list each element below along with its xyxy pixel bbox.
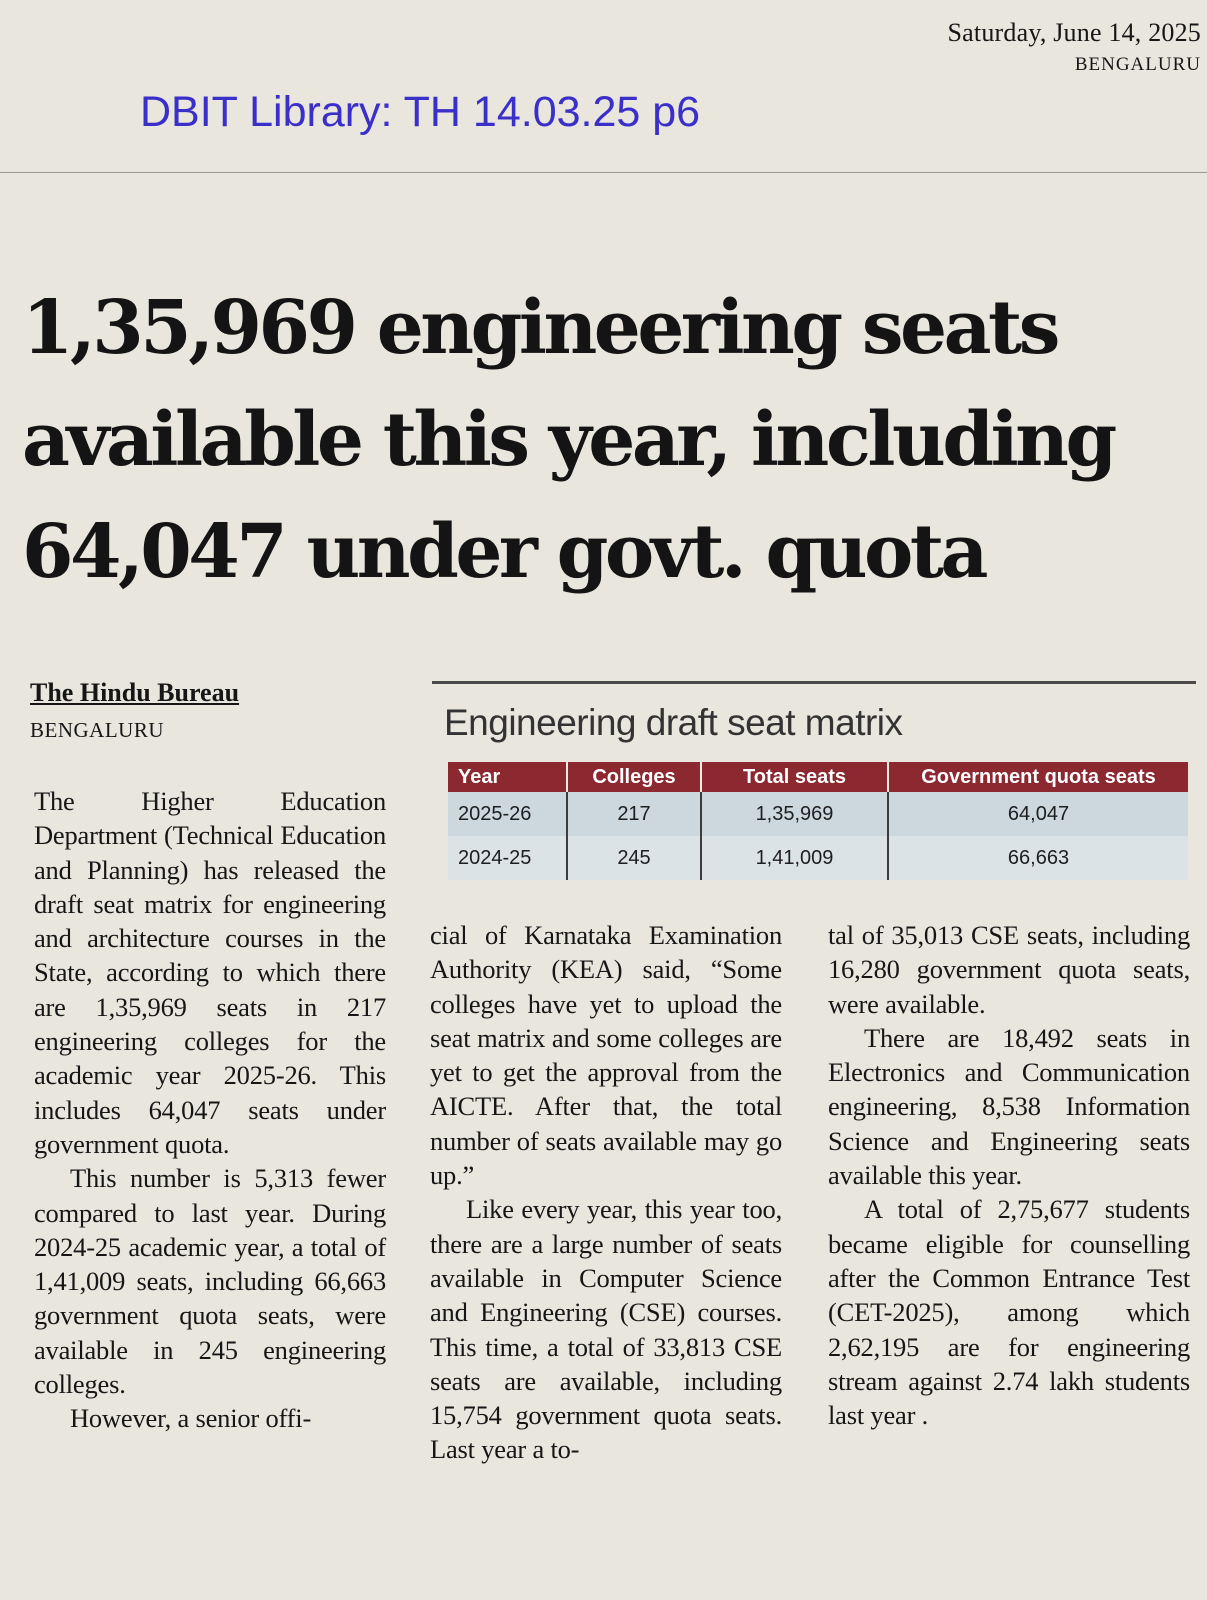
masthead-city: BENGALURU <box>1074 54 1201 75</box>
table-title: Engineering draft seat matrix <box>444 702 903 743</box>
seat-matrix-table <box>448 762 1188 880</box>
dateline: BENGALURU <box>30 718 164 742</box>
column-header: Colleges <box>567 762 701 792</box>
paragraph: Like every year, this year too, there are a large number of seats available in Computer Science and Engineering (CSE) courses. This time, a total of 33,813 CSE seats are available, including 15,754 government quota seats. Last year a to- <box>430 1194 782 1465</box>
table-row <box>448 792 1188 836</box>
paragraph: There are 18,492 seats in Electronics and Communication engineering, 8,538 Information Science and Engineering seats available this year. <box>828 1022 1190 1191</box>
top-rule <box>0 172 1207 173</box>
column-header: Year <box>448 762 567 792</box>
column-header: Government quota seats <box>888 762 1188 792</box>
table-cell: 217 <box>567 792 701 836</box>
paragraph: tal of 35,013 CSE seats, including 16,280 government quota seats, were available. <box>828 920 1190 1019</box>
headline-line: 1,35,969 engineering seats <box>22 285 1057 371</box>
paragraph: cial of Karnataka Examination Authority (KEA) said, “Some colleges have yet to upload the seat matrix and some colleges are yet to get the approval from the AICTE. After that, the total number of seats available may go up.” <box>430 920 782 1191</box>
paragraph: This number is 5,313 fewer compared to last year. During 2024-25 academic year, a total of 1,41,009 seats, including 66,663 government quota seats, were available in 245 engineering colleges. <box>34 1163 386 1400</box>
table-header-row <box>448 762 1188 792</box>
table-cell: 1,41,009 <box>701 836 888 880</box>
column-header: Total seats <box>701 762 888 792</box>
paragraph: However, a senior offi- <box>70 1403 312 1434</box>
table-cell: 2024-25 <box>448 836 567 880</box>
paragraph: The Higher Education Department (Technical Education and Planning) has released the draft seat matrix for engineering and architecture courses in the State, according to which there are 1,35,969 seats in 217 engineering colleges for the academic year 2025-26. This includes 64,047 seats under government quota. <box>34 786 386 1159</box>
table-row <box>448 836 1188 880</box>
byline: The Hindu Bureau <box>30 678 240 707</box>
library-stamp: DBIT Library: TH 14.03.25 p6 <box>140 88 701 136</box>
table-box-rule <box>432 681 1196 684</box>
table-cell: 245 <box>567 836 701 880</box>
headline-line: available this year, including <box>22 397 1114 483</box>
masthead-date: Saturday, June 14, 2025 <box>947 18 1201 47</box>
table-cell: 1,35,969 <box>701 792 888 836</box>
article-column-1 <box>34 784 386 1436</box>
table-cell: 2025-26 <box>448 792 567 836</box>
headline <box>22 272 1192 608</box>
table-cell: 66,663 <box>888 836 1188 880</box>
paragraph: A total of 2,75,677 students became eligible for counselling after the Common Entrance Test (CET-2025), among which 2,62,195 are for engineering stream against 2.74 lakh students last year . <box>828 1194 1190 1431</box>
headline-line: 64,047 under govt. quota <box>22 509 985 595</box>
article-column-2 <box>430 918 782 1467</box>
table-cell: 64,047 <box>888 792 1188 836</box>
article-column-3 <box>828 918 1190 1432</box>
